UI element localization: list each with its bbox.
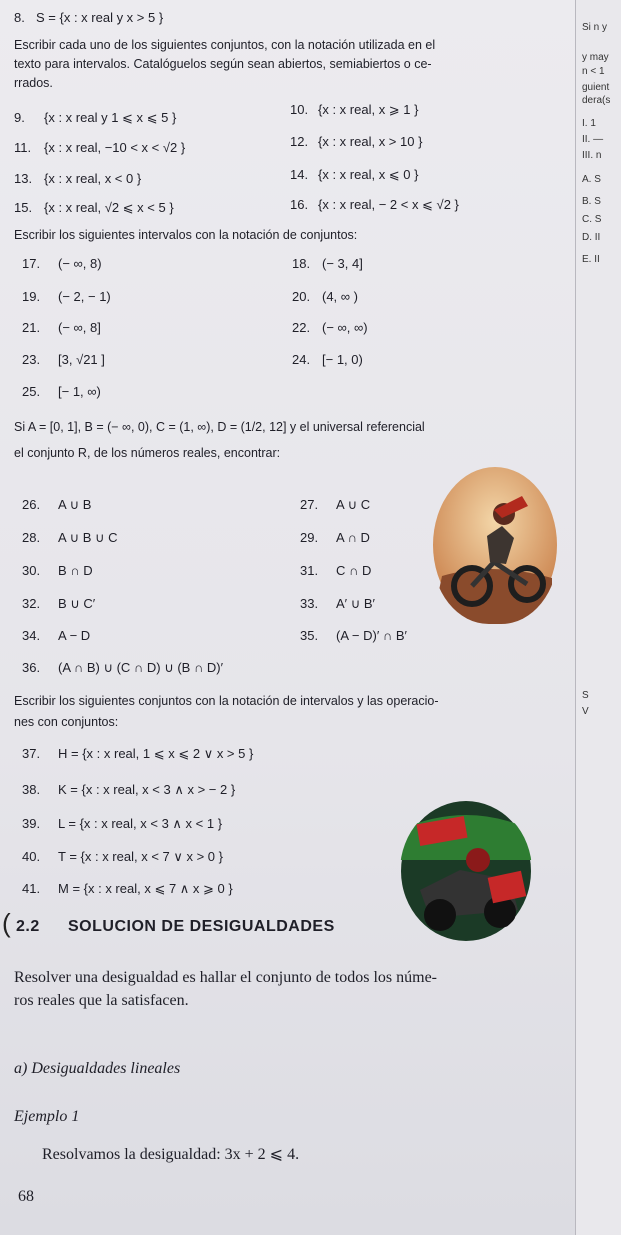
sets-definition-line: Si A = [0, 1], B = (− ∞, 0), C = (1, ∞), D = (1/2, 12] y el universal referencial — [14, 420, 425, 434]
exercise-number: 23. — [22, 352, 41, 367]
exercise-number: 13. — [14, 171, 33, 186]
instructions-operations — [14, 414, 574, 466]
exercise-number: 30. — [22, 563, 41, 578]
exercise-operation: (A ∩ B) ∪ (C ∩ D) ∪ (B ∩ D)′ — [58, 660, 224, 675]
exercise-number: 26. — [22, 497, 41, 512]
section-number: 2.2 — [16, 918, 40, 935]
exercise-number: 39. — [22, 816, 41, 831]
exercise-interval: (− ∞, 8) — [58, 256, 102, 271]
adjacent-page-margin — [575, 0, 621, 1235]
exercise-set: {x : x real, x < 0 } — [44, 171, 142, 186]
margin-text: S — [582, 690, 589, 701]
universal-set-line: el conjunto R, de los números reales, encontrar: — [14, 446, 281, 460]
margin-text: C. S — [582, 214, 602, 225]
example-statement: Resolvamos la desigualdad: 3x + 2 ⩽ 4. — [42, 1146, 300, 1163]
exercise-number: 17. — [22, 256, 41, 271]
exercise-interval: [3, √21 ] — [58, 352, 105, 367]
exercise-number: 28. — [22, 530, 41, 545]
exercise-number: 20. — [292, 289, 311, 304]
exercise-interval: (− ∞, ∞) — [322, 320, 368, 335]
exercise-set: K = {x : x real, x < 3 ∧ x > − 2 } — [58, 782, 236, 797]
exercise-number: 38. — [22, 782, 41, 797]
exercise-8-set: S = {x : x real y x > 5 } — [36, 10, 164, 25]
definition-line-1: Resolver una desigualdad es hallar el conjunto de todos los núme- — [14, 969, 438, 986]
exercise-number: 29. — [300, 530, 319, 545]
margin-text: B. S — [582, 196, 601, 207]
instructions-line-1: Escribir los siguientes conjuntos con la notación de intervalos y las operacio- — [14, 694, 439, 708]
margin-text: y may — [582, 52, 609, 63]
exercise-number: 32. — [22, 596, 41, 611]
exercise-operation: A ∩ D — [336, 530, 370, 545]
exercise-number: 27. — [300, 497, 319, 512]
exercise-interval: [− 1, ∞) — [58, 384, 101, 399]
exercise-number: 24. — [292, 352, 311, 367]
exercise-set: {x : x real, x > 10 } — [318, 134, 423, 149]
exercise-number: 21. — [22, 320, 41, 335]
instructions-interval-operations — [14, 691, 574, 733]
exercise-number: 10. — [290, 102, 309, 117]
section-title: SOLUCION DE DESIGUALDADES — [68, 918, 335, 935]
margin-text: Si n y — [582, 22, 608, 33]
exercise-operation: (A − D)′ ∩ B′ — [336, 628, 407, 643]
subsection-title: a) Desigualdades lineales — [14, 1060, 181, 1077]
margin-text: D. II — [582, 232, 601, 243]
instructions-line-1: Escribir cada uno de los siguientes conjuntos, con la notación utilizada en el — [14, 38, 436, 52]
exercise-interval: (4, ∞ ) — [322, 289, 358, 304]
exercise-number: 33. — [300, 596, 319, 611]
exercise-operation: A − D — [58, 628, 91, 643]
exercise-operation: A ∪ B — [58, 497, 92, 512]
margin-text: n < 1 — [582, 66, 605, 77]
instructions-set-notation: Escribir los siguientes intervalos con la notación de conjuntos: — [14, 228, 358, 242]
exercise-number: 40. — [22, 849, 41, 864]
exercise-set: {x : x real, x ⩽ 0 } — [318, 167, 419, 182]
margin-text: III. n — [582, 150, 602, 161]
exercise-number: 14. — [290, 167, 309, 182]
exercise-number: 22. — [292, 320, 311, 335]
exercise-set: {x : x real, x ⩾ 1 } — [318, 102, 419, 117]
exercise-interval: [− 1, 0) — [322, 352, 363, 367]
exercise-interval: (− 3, 4] — [322, 256, 363, 271]
exercise-number: 15. — [14, 200, 33, 215]
atv-sticker-image — [400, 800, 532, 942]
exercise-number: 35. — [300, 628, 319, 643]
exercise-number: 16. — [290, 197, 309, 212]
definition-line-2: ros reales que la satisfacen. — [14, 992, 189, 1009]
margin-text: guient — [582, 82, 610, 93]
exercise-set: M = {x : x real, x ⩽ 7 ∧ x ⩾ 0 } — [58, 881, 233, 896]
exercise-set: {x : x real, √2 ⩽ x < 5 } — [44, 200, 174, 215]
exercise-number: 34. — [22, 628, 41, 643]
exercise-number: 41. — [22, 881, 41, 896]
exercise-operation: A ∪ B ∪ C — [58, 530, 118, 545]
exercise-interval: (− ∞, 8] — [58, 320, 101, 335]
exercise-number: 18. — [292, 256, 311, 271]
instructions-intervals — [14, 36, 574, 93]
exercise-number: 25. — [22, 384, 41, 399]
margin-brace: ( — [2, 908, 11, 938]
exercise-8-number: 8. — [14, 10, 25, 25]
margin-text: E. II — [582, 254, 600, 265]
margin-text: dera(s — [582, 95, 611, 106]
definition-paragraph — [14, 966, 574, 1012]
margin-text: V — [582, 706, 589, 717]
exercise-set: T = {x : x real, x < 7 ∨ x > 0 } — [58, 849, 223, 864]
exercise-number: 19. — [22, 289, 41, 304]
page-number: 68 — [18, 1188, 34, 1205]
margin-text: II. — — [582, 134, 604, 145]
exercise-set: L = {x : x real, x < 3 ∧ x < 1 } — [58, 816, 223, 831]
instructions-line-2: nes con conjuntos: — [14, 715, 119, 729]
exercise-set: H = {x : x real, 1 ⩽ x ⩽ 2 ∨ x > 5 } — [58, 746, 254, 761]
exercise-number: 36. — [22, 660, 41, 675]
margin-text: I. 1 — [582, 118, 596, 129]
exercise-set: {x : x real, −10 < x < √2 } — [44, 140, 186, 155]
exercise-set: {x : x real, − 2 < x ⩽ √2 } — [318, 197, 459, 212]
exercise-set: {x : x real y 1 ⩽ x ⩽ 5 } — [44, 110, 177, 125]
instructions-line-2: texto para intervalos. Catalóguelos según sean abiertos, semiabiertos o ce- — [14, 57, 432, 71]
exercise-number: 11. — [14, 140, 32, 155]
example-title: Ejemplo 1 — [14, 1108, 80, 1125]
exercise-operation: B ∪ C′ — [58, 596, 96, 611]
exercise-operation: B ∩ D — [58, 563, 93, 578]
instructions-line-3: rrados. — [14, 76, 53, 90]
exercise-interval: (− 2, − 1) — [58, 289, 111, 304]
exercise-number: 37. — [22, 746, 41, 761]
exercise-number: 9. — [14, 110, 25, 125]
exercise-operation: C ∩ D — [336, 563, 372, 578]
exercise-number: 31. — [300, 563, 319, 578]
exercise-operation: A′ ∪ B′ — [336, 596, 375, 611]
margin-text: A. S — [582, 174, 601, 185]
exercise-operation: A ∪ C — [336, 497, 371, 512]
motocross-sticker-image — [432, 466, 558, 624]
exercise-number: 12. — [290, 134, 309, 149]
